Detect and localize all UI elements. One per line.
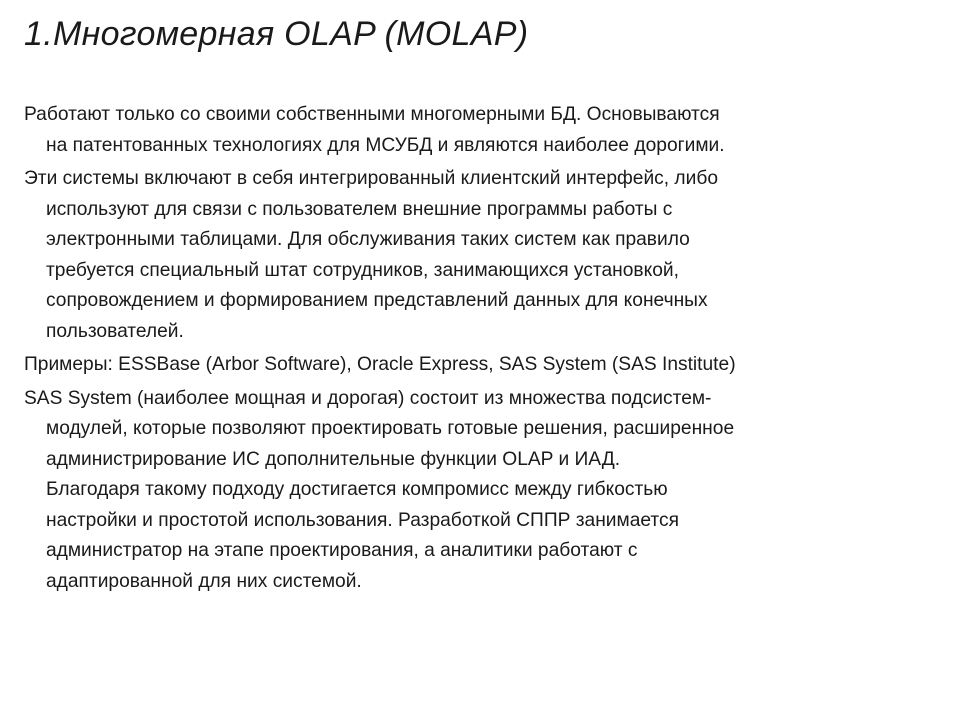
text-line: настройки и простотой использования. Разработкой СППР занимается bbox=[46, 509, 679, 531]
text-line: на патентованных технологиях для МСУБД и являются наиболее дорогими. bbox=[46, 134, 725, 156]
paragraph-sas-system bbox=[24, 384, 934, 598]
paragraph-client-interface bbox=[24, 164, 934, 347]
slide-title: 1.Многомерная OLAP (MOLAP) bbox=[24, 15, 529, 53]
text-line: электронными таблицами. Для обслуживания таких систем как правило bbox=[46, 229, 690, 250]
text-line: адаптированной для них системой. bbox=[46, 570, 362, 592]
text-line: Благодаря такому подходу достигается компромисс между гибкостью bbox=[46, 479, 668, 500]
text-line: администрирование ИС дополнительные функции OLAP и ИАД. bbox=[46, 448, 621, 470]
text-line: модулей, которые позволяют проектировать готовые решения, расширенное bbox=[46, 418, 735, 439]
text-line: Работают только со своими собственными многомерными БД. Основываются bbox=[24, 104, 720, 125]
text-line: Примеры: ESSBase (Arbor Software), Oracle Express, SAS System (SAS Institute) bbox=[24, 354, 736, 375]
text-line: используют для связи с пользователем внешние программы работы с bbox=[46, 198, 673, 220]
text-line: сопровождением и формированием представлений данных для конечных bbox=[46, 290, 708, 311]
text-line: SAS System (наиболее мощная и дорогая) состоит из множества подсистем- bbox=[24, 387, 712, 409]
paragraph-molap-databases bbox=[24, 100, 934, 161]
text-line: требуется специальный штат сотрудников, занимающихся установкой, bbox=[46, 259, 679, 281]
text-line: Эти системы включают в себя интегрированный клиентский интерфейс, либо bbox=[24, 168, 718, 189]
slide-body bbox=[24, 100, 934, 600]
text-line: администратор на этапе проектирования, а аналитики работают с bbox=[46, 540, 638, 561]
text-line: пользователей. bbox=[46, 320, 184, 342]
paragraph-examples bbox=[24, 350, 934, 381]
